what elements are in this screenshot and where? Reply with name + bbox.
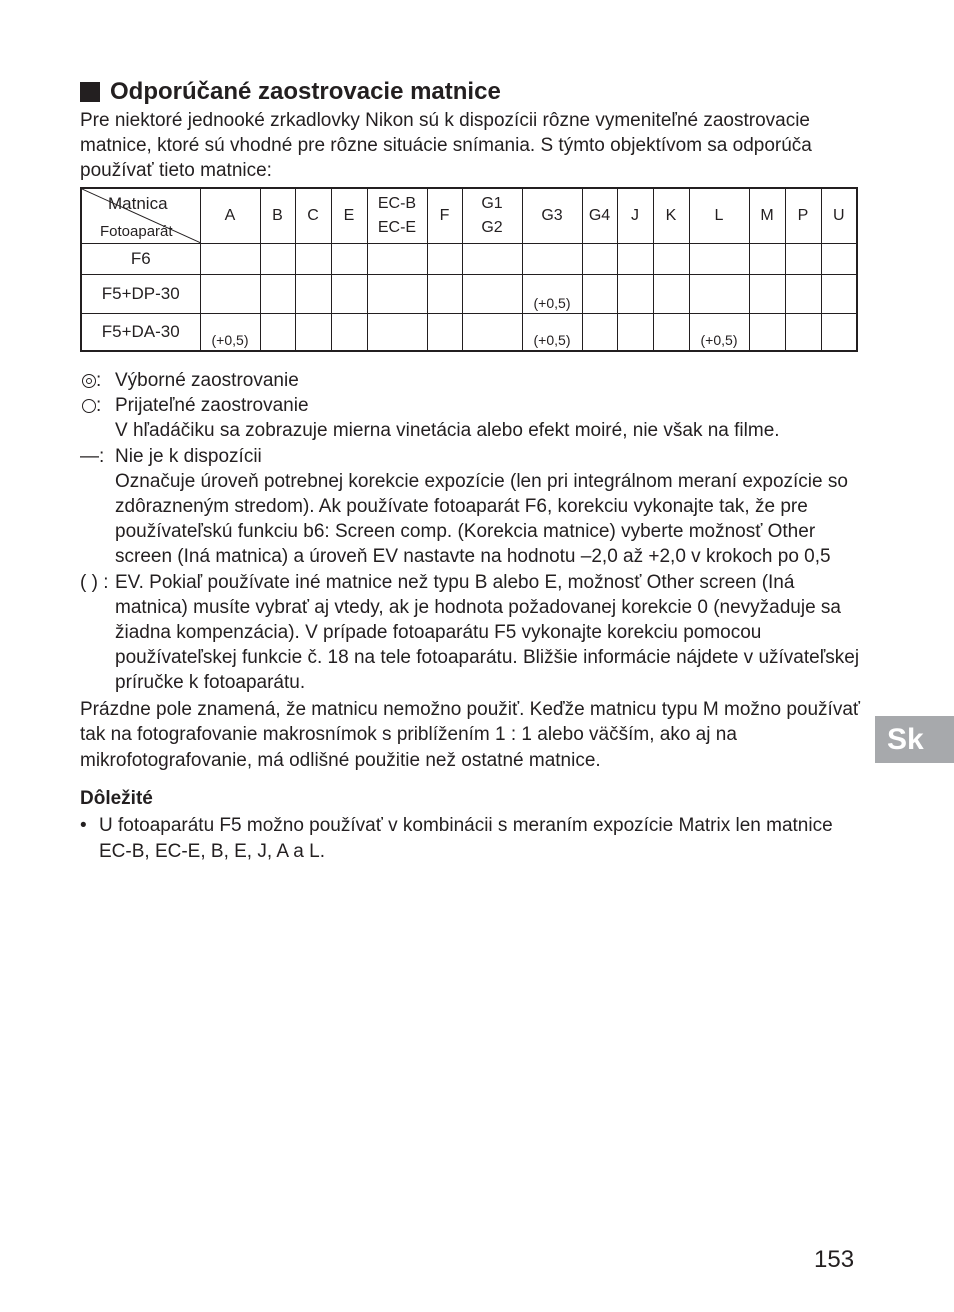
table-cell — [427, 244, 462, 275]
column-header-B: B — [260, 188, 295, 244]
column-header-G4: G4 — [582, 188, 617, 244]
legend-item: : Prijateľné zaostrovanie — [80, 393, 860, 418]
table-cell — [785, 275, 821, 314]
table-row — [81, 314, 857, 352]
table-cell — [749, 244, 785, 275]
table-cell — [689, 275, 749, 314]
column-header-K: K — [653, 188, 689, 244]
table-cell — [260, 314, 295, 352]
table-cell — [367, 244, 427, 275]
table-cell — [462, 314, 522, 352]
column-header-ECE: EC-E — [377, 219, 417, 236]
table-cell — [295, 314, 331, 352]
correction-value: (+0,5) — [700, 332, 738, 348]
legend-unavailable: Nie je k dispozícii — [115, 445, 262, 467]
column-header-G1: G1 — [481, 195, 503, 212]
table-cell — [785, 314, 821, 352]
legend-acceptable-note: V hľadáčiku sa zobrazuje mierna vinetácia alebo efekt moiré, nie však na filme. — [115, 420, 780, 442]
page-number: 153 — [814, 1246, 855, 1273]
column-header-ECB: EC-B — [377, 195, 417, 212]
table-cell — [331, 314, 367, 352]
table-cell — [582, 275, 617, 314]
column-header-G3: G3 — [522, 188, 582, 244]
column-header-EC — [367, 188, 427, 244]
double-circle-icon — [82, 374, 96, 388]
table-cell — [821, 314, 857, 352]
table-cell — [617, 244, 653, 275]
table-cell — [522, 244, 582, 275]
table-cell — [260, 275, 295, 314]
table-cell — [427, 314, 462, 352]
intro-paragraph: Pre niektoré jednooké zrkadlovky Nikon sú k dispozícii rôzne vymeniteľné zaostrovacie matnice, ktoré sú vhodné pre rôzne situácie snímania. S týmto objektívom sa odporúča používať tieto matnice: — [80, 110, 812, 181]
table-cell — [462, 244, 522, 275]
table-cell — [331, 275, 367, 314]
table-cell — [367, 314, 427, 352]
column-header-G2: G2 — [481, 219, 503, 236]
table-cell — [295, 244, 331, 275]
dash-symbol: —: — [80, 445, 105, 467]
legend-item: : Výborné zaostrovanie — [80, 368, 860, 393]
table-cell — [200, 314, 260, 352]
table-cell — [295, 275, 331, 314]
camera-cell: F6 — [81, 244, 200, 275]
legend-item — [80, 469, 860, 696]
table-cell — [821, 275, 857, 314]
table-cell — [653, 314, 689, 352]
table-cell — [653, 244, 689, 275]
corner-label-screen: Matnica — [108, 194, 168, 213]
legend-acceptable: Prijateľné zaostrovanie — [115, 395, 309, 417]
circle-icon — [82, 399, 96, 413]
language-tab: Sk — [875, 716, 954, 763]
table-cell — [617, 314, 653, 352]
bullet: • — [80, 815, 87, 836]
table-cell — [785, 244, 821, 275]
paren-symbol: ( ) : — [80, 571, 109, 593]
legend-item — [80, 444, 860, 469]
camera-cell: F5+DA-30 — [81, 314, 200, 352]
column-header-M: M — [749, 188, 785, 244]
table-cell — [653, 275, 689, 314]
table-cell — [331, 244, 367, 275]
table-row — [81, 275, 857, 314]
correction-value: (+0,5) — [211, 332, 249, 348]
table-cell — [367, 275, 427, 314]
legend-excellent: Výborné zaostrovanie — [115, 370, 299, 391]
table-cell — [821, 244, 857, 275]
table-row — [81, 244, 857, 275]
section-heading-text: Odporúčané zaostrovacie matnice — [110, 78, 501, 105]
column-header-L: L — [689, 188, 749, 244]
column-header-A: A — [200, 188, 260, 244]
column-header-J: J — [617, 188, 653, 244]
important-text: U fotoaparátu F5 možno používať v kombinácii s meraním expozície Matrix len matnice EC-B, EC-E, B, E, J, A a L. — [99, 815, 833, 862]
column-header-U: U — [821, 188, 857, 244]
column-header-P: P — [785, 188, 821, 244]
table-cell — [582, 314, 617, 352]
table-cell — [749, 275, 785, 314]
correction-value: (+0,5) — [533, 332, 571, 348]
table-cell — [200, 275, 260, 314]
table-cell — [427, 275, 462, 314]
blank-field-note: Prázdne pole znamená, že matnicu nemožno použiť. Keďže matnicu typu M možno používať tak na fotografovanie makrosnímok s priblížením 1 : 1 alebo väčším, ako aj na mikrofotografovanie, má odlišné použitie než ostatné matnice. — [80, 699, 861, 771]
table-cell — [689, 244, 749, 275]
table-cell — [617, 275, 653, 314]
legend — [80, 368, 860, 696]
table-cell — [462, 275, 522, 314]
table-cell — [749, 314, 785, 352]
screen-table — [80, 187, 858, 352]
important-title: Dôležité — [80, 788, 153, 809]
column-header-E: E — [331, 188, 367, 244]
table-cell — [260, 244, 295, 275]
table-corner-header — [81, 188, 200, 244]
table-cell — [522, 275, 582, 314]
correction-value: (+0,5) — [533, 295, 571, 311]
column-header-C: C — [295, 188, 331, 244]
important-item — [80, 813, 840, 865]
column-header-F: F — [427, 188, 462, 244]
section-heading — [80, 78, 501, 106]
column-header-G — [462, 188, 522, 244]
table-cell — [689, 314, 749, 352]
corner-label-camera: Fotoaparát — [100, 223, 173, 240]
legend-correction: Označuje úroveň potrebnej korekcie expozície (len pri integrálnom meraní expozície so zdôrazneným stredom). Ak používate fotoaparát F6, korekciu vykonajte tak, že pre používateľskú funkciu b6: Screen comp. (Korekcia matnice) vyberte možnosť Other screen (Iná matnica) a úroveň EV nastavte na hodnotu –2,0 až +2,0 v krokoch po 0,5 EV. Pokiaľ používate iné matnice než typu B alebo E, možnosť Other screen (Iná matnica) musíte vybrať aj vtedy, ak je hodnota požadovanej korekcie 0 (nevyžaduje sa žiadna kompenzácia). V prípade fotoaparátu F5 vykonajte korekciu pomocou používateľskej funkcie č. 18 na tele fotoaparátu. Bližšie informácie nájdete v užívateľskej príručke k fotoaparátu. — [115, 470, 860, 694]
table-cell — [522, 314, 582, 352]
table-cell — [582, 244, 617, 275]
square-bullet-icon — [80, 82, 100, 102]
table-cell — [200, 244, 260, 275]
camera-cell: F5+DP-30 — [81, 275, 200, 314]
